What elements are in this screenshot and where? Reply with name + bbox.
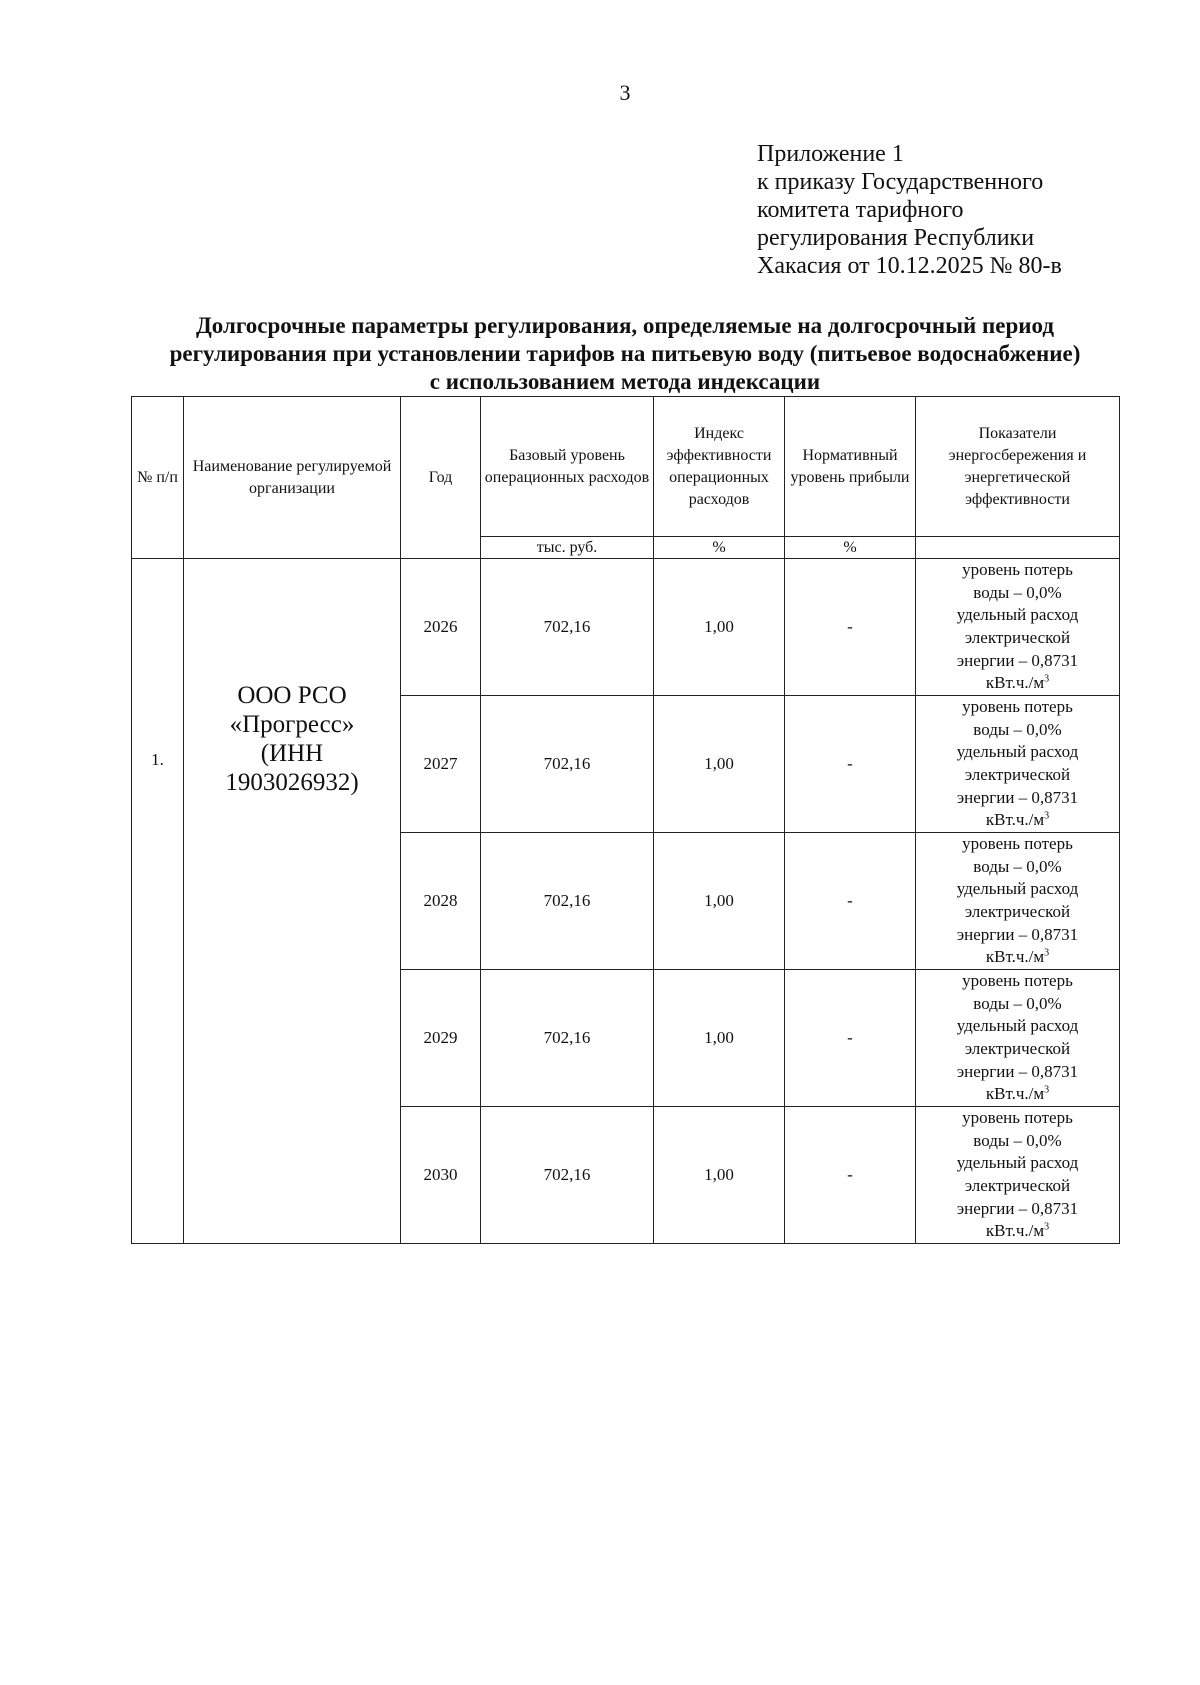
profit-cell: - bbox=[785, 970, 916, 1107]
indicator-line: энергии – 0,8731 bbox=[956, 924, 1079, 944]
indicator-line: энергии – 0,8731 bbox=[956, 1061, 1079, 1081]
indicator-line: электрической bbox=[964, 902, 1071, 921]
year-cell: 2028 bbox=[401, 833, 481, 970]
year-cell: 2027 bbox=[401, 696, 481, 833]
indicator-line: удельный расход bbox=[956, 1016, 1079, 1036]
indicators-cell bbox=[916, 970, 1120, 1107]
unit-text: кВт.ч./м bbox=[985, 673, 1045, 693]
indicator-line: удельный расход bbox=[956, 1153, 1079, 1173]
header-base-level: Базовый уровень операционных расходов bbox=[481, 397, 654, 537]
indicator-line bbox=[919, 1083, 1116, 1106]
header-num: № п/п bbox=[132, 397, 184, 559]
header-profit-level: Нормативный уровень прибыли bbox=[785, 397, 916, 537]
org-line: 1903026932) bbox=[225, 769, 359, 796]
indicator-line: воды – 0,0% bbox=[973, 993, 1062, 1013]
indicator-line: энергии – 0,8731 bbox=[956, 650, 1079, 670]
row-number: 1. bbox=[132, 559, 184, 1244]
title-line: регулирования при установлении тарифов на питьевую воду (питьевое водоснабжение) bbox=[169, 341, 1081, 366]
indicator-line: уровень потерь bbox=[962, 560, 1073, 580]
profit-cell: - bbox=[785, 833, 916, 970]
unit-superscript: 3 bbox=[1044, 947, 1050, 959]
org-line: (ИНН bbox=[260, 740, 324, 767]
indicator-line: электрической bbox=[964, 628, 1071, 647]
indicator-line: воды – 0,0% bbox=[973, 1130, 1062, 1150]
unit-superscript: 3 bbox=[1044, 810, 1050, 822]
indicator-line: электрической bbox=[964, 765, 1071, 784]
appendix-line: регулирования Республики bbox=[757, 225, 1035, 251]
appendix-line: Хакасия от 10.12.2025 № 80-в bbox=[757, 253, 1062, 279]
base-cell: 702,16 bbox=[481, 970, 654, 1107]
appendix-block bbox=[757, 140, 1062, 280]
index-cell: 1,00 bbox=[654, 559, 785, 696]
unit-base: тыс. руб. bbox=[481, 537, 654, 559]
appendix-line: комитета тарифного bbox=[757, 197, 964, 223]
indicator-line: удельный расход bbox=[956, 879, 1079, 899]
year-cell: 2029 bbox=[401, 970, 481, 1107]
document-title bbox=[100, 312, 1150, 396]
page-number: 3 bbox=[619, 80, 631, 105]
org-line: ООО РСО bbox=[237, 682, 347, 709]
indicator-line: энергии – 0,8731 bbox=[956, 1198, 1079, 1218]
indicator-line: воды – 0,0% bbox=[973, 856, 1062, 876]
index-cell: 1,00 bbox=[654, 833, 785, 970]
indicators-cell bbox=[916, 559, 1120, 696]
indicator-line: электрической bbox=[964, 1039, 1071, 1058]
unit-superscript: 3 bbox=[1044, 673, 1050, 685]
indicator-line: уровень потерь bbox=[962, 697, 1073, 717]
indicator-line bbox=[919, 672, 1116, 695]
unit-superscript: 3 bbox=[1044, 1221, 1050, 1233]
profit-cell: - bbox=[785, 559, 916, 696]
indicator-line bbox=[919, 1220, 1116, 1243]
header-indicators: Показатели энергосбережения и энергетической эффективности bbox=[916, 397, 1120, 537]
index-cell: 1,00 bbox=[654, 970, 785, 1107]
unit-superscript: 3 bbox=[1044, 1084, 1050, 1096]
base-cell: 702,16 bbox=[481, 833, 654, 970]
header-organization: Наименование регулируемой организации bbox=[184, 397, 401, 559]
indicator-line bbox=[919, 946, 1116, 969]
appendix-line: к приказу Государственного bbox=[757, 169, 1044, 195]
profit-cell: - bbox=[785, 1107, 916, 1244]
title-line: Долгосрочные параметры регулирования, определяемые на долгосрочный период bbox=[195, 313, 1055, 338]
appendix-line: Приложение 1 bbox=[757, 141, 904, 167]
unit-text: кВт.ч./м bbox=[985, 1084, 1045, 1104]
parameters-table bbox=[131, 396, 1120, 1244]
unit-text: кВт.ч./м bbox=[985, 947, 1045, 967]
title-line: с использованием метода индексации bbox=[429, 369, 821, 394]
indicator-line: уровень потерь bbox=[962, 971, 1073, 991]
indicators-cell bbox=[916, 833, 1120, 970]
unit-text: кВт.ч./м bbox=[985, 810, 1045, 830]
header-year: Год bbox=[401, 397, 481, 559]
indicator-line: удельный расход bbox=[956, 742, 1079, 762]
year-cell: 2026 bbox=[401, 559, 481, 696]
unit-profit: % bbox=[785, 537, 916, 559]
indicators-cell bbox=[916, 1107, 1120, 1244]
unit-indicators bbox=[916, 537, 1120, 559]
base-cell: 702,16 bbox=[481, 696, 654, 833]
table-row bbox=[132, 559, 1120, 696]
index-cell: 1,00 bbox=[654, 1107, 785, 1244]
header-efficiency-index: Индекс эффективности операционных расходов bbox=[654, 397, 785, 537]
indicator-line: воды – 0,0% bbox=[973, 582, 1062, 602]
indicator-line: уровень потерь bbox=[962, 834, 1073, 854]
indicator-line: электрической bbox=[964, 1176, 1071, 1195]
base-cell: 702,16 bbox=[481, 1107, 654, 1244]
indicator-line: уровень потерь bbox=[962, 1108, 1073, 1128]
unit-index: % bbox=[654, 537, 785, 559]
index-cell: 1,00 bbox=[654, 696, 785, 833]
organization-name bbox=[184, 559, 401, 1244]
indicator-line bbox=[919, 809, 1116, 832]
org-line: «Прогресс» bbox=[229, 711, 355, 738]
year-cell: 2030 bbox=[401, 1107, 481, 1244]
base-cell: 702,16 bbox=[481, 559, 654, 696]
indicator-line: энергии – 0,8731 bbox=[956, 787, 1079, 807]
indicators-cell bbox=[916, 696, 1120, 833]
indicator-line: воды – 0,0% bbox=[973, 719, 1062, 739]
unit-text: кВт.ч./м bbox=[985, 1221, 1045, 1241]
profit-cell: - bbox=[785, 696, 916, 833]
indicator-line: удельный расход bbox=[956, 605, 1079, 625]
